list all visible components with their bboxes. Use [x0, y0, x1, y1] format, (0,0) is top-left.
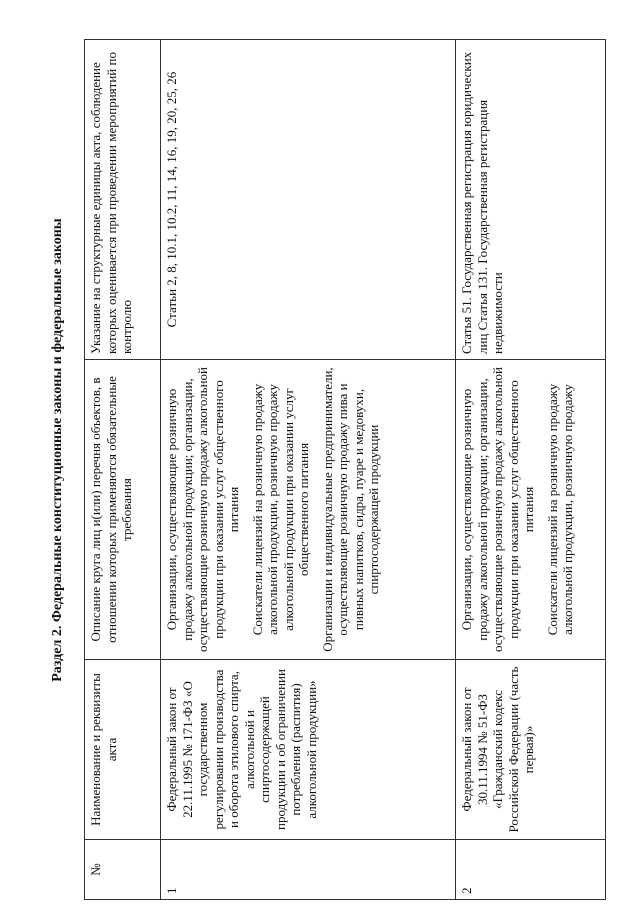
section-title: Раздел 2. Федеральные конституционные законы и федеральные законы	[50, 218, 65, 682]
subjects-paragraph: Соискатели лицензий на розничную продажу алкогольной продукции, розничную продажу алкогольной продукции при оказании услуг общественного питания	[249, 383, 311, 636]
act-name: Федеральный закон от 30.11.1994 № 51-ФЗ «Гражданский кодекс Российской Федерации (часть первая)»	[456, 660, 606, 840]
header-name: Наименование и реквизиты акта	[85, 660, 161, 840]
subjects-paragraph: Организации, осуществляющие розничную продажу алкогольной продукции; организации, осуществляющие розничную продажу алкогольной продукции при оказании услуг общественного питания	[459, 367, 536, 653]
acts-table	[84, 39, 606, 900]
subjects-paragraph: Организации и индивидуальные предприниматели, осуществляющие розничную продажу пива и пивных напитков, сидра, пуаре и медовухи, спиртосодержащей продукции	[319, 367, 381, 652]
row-num: 1	[161, 840, 456, 900]
table-header-row	[85, 40, 161, 900]
act-name: Федеральный закон от 22.11.1995 № 171-ФЗ «О государственном регулировании производства и оборота этилового спирта, алкогольной и спиртосодержащей продукции и об ограничении потребления (распития) алкогольной продукции»	[161, 660, 456, 840]
act-units: Статья 51. Государственная регистрация юридических лиц Статья 131. Государственная регистрация недвижимости	[456, 40, 606, 360]
act-subjects	[456, 360, 606, 660]
header-num: №	[85, 840, 161, 900]
subjects-paragraph: Соискатели лицензий на розничную продажу алкогольной продукции, розничную продажу	[544, 383, 575, 636]
row-num: 2	[456, 840, 606, 900]
subjects-paragraph: Организации, осуществляющие розничную продажу алкогольной продукции; организации, осуществляющие розничную продажу алкогольной продукции при оказании услуг общественного питания	[164, 367, 241, 653]
act-units: Статьи 2, 8, 10.1, 10.2, 11, 14, 16, 19, 20, 25, 26	[161, 40, 456, 360]
table-row	[456, 40, 606, 900]
header-subjects: Описание круга лиц и(или) перечня объектов, в отношении которых применяются обязательные требования	[85, 360, 161, 660]
act-subjects	[161, 360, 456, 660]
header-units: Указание на структурные единицы акта, соблюдение которых оценивается при проведении мероприятий по контролю	[85, 40, 161, 360]
table-row	[161, 40, 456, 900]
